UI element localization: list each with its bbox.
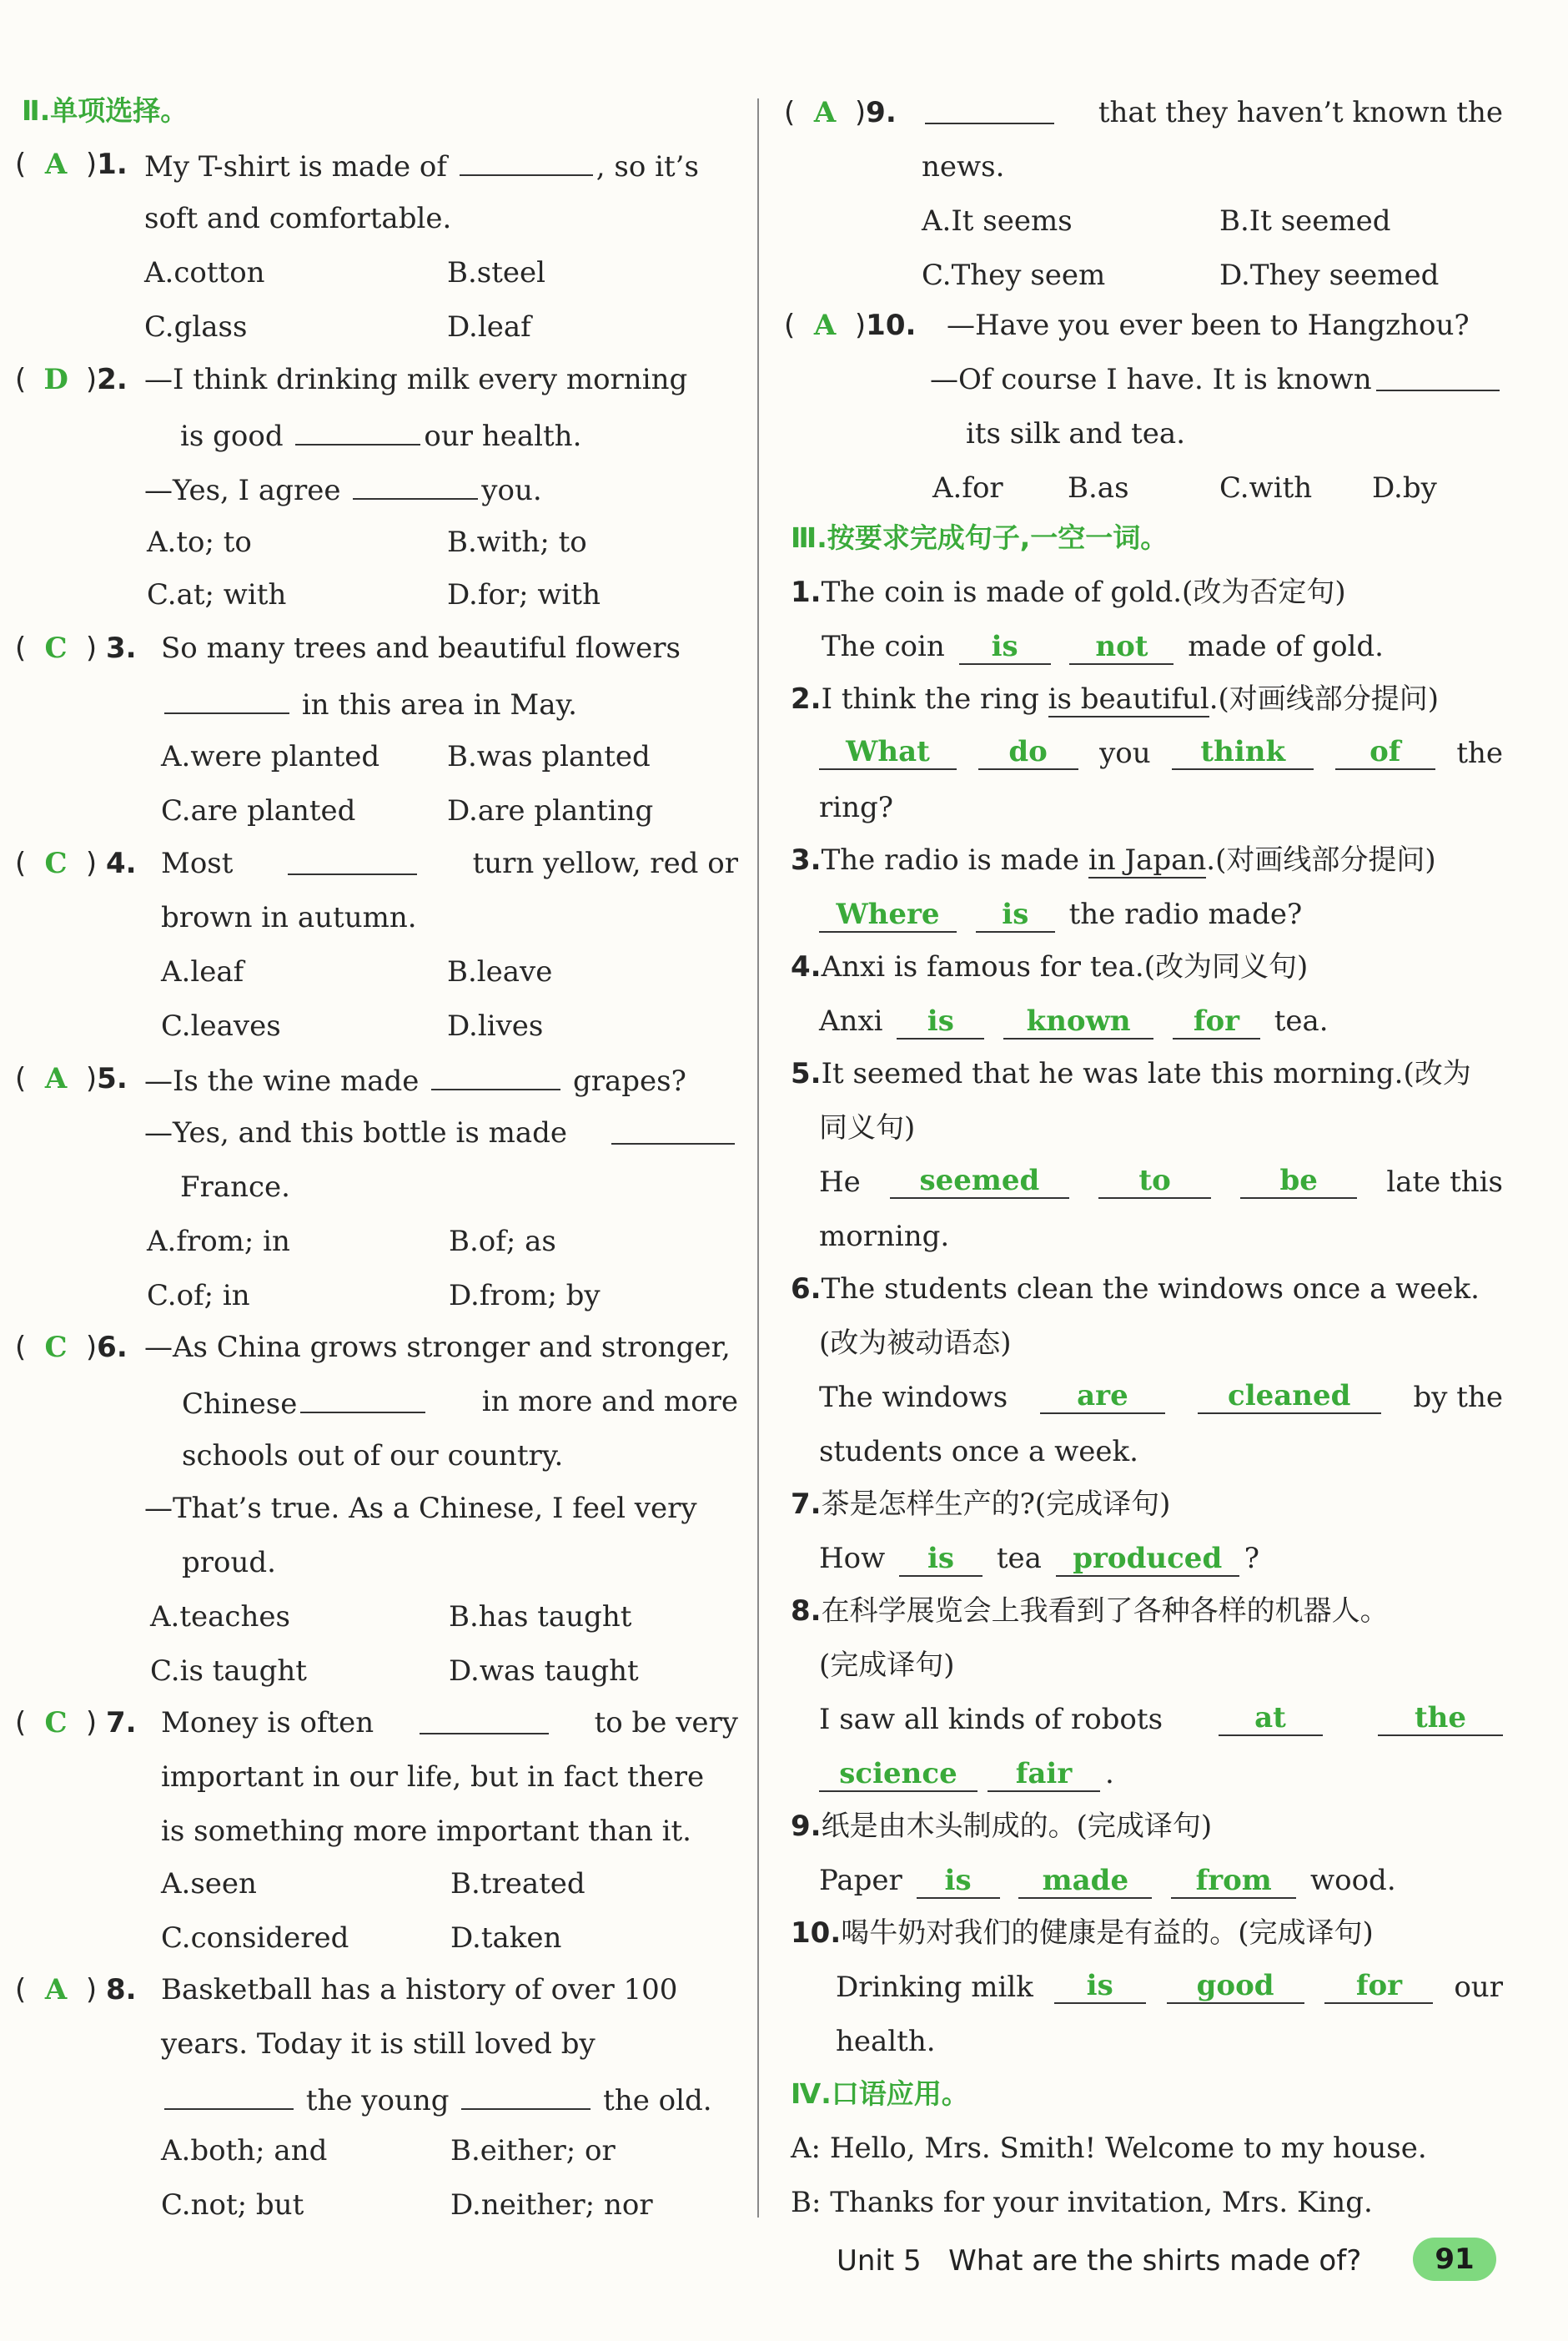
q8-line1: Basketball has a history of over 100 (161, 1973, 678, 2006)
q5-option-a: A.from; in (147, 1225, 290, 1258)
q2-line2: is good our health. (180, 417, 581, 453)
q1-text: My T-shirt is made of , so it’s (144, 148, 699, 184)
s3-item5-answer-line: He seemed to be late this (819, 1164, 1503, 1199)
q10-line1: —Have you ever been to Hangzhou? (947, 309, 1470, 342)
s3-item3-answer-line: Where is the radio made? (819, 898, 1302, 933)
q4-option-a: A.leaf (161, 955, 244, 989)
q6-answer-box: ( C )6. (15, 1331, 128, 1364)
q3-answer-box: ( C ) 3. (15, 632, 137, 665)
q3-option-a: A.were planted (161, 740, 380, 773)
q6-num: 6. (97, 1331, 128, 1364)
page-number: 91 (1413, 2238, 1496, 2281)
q6-option-a: A.teaches (150, 1600, 290, 1634)
q5-option-c: C.of; in (147, 1279, 250, 1312)
q5-num: 5. (97, 1062, 128, 1095)
s3-item9-prompt: 9.纸是由木头制成的。(完成译句) (791, 1810, 1213, 1843)
q9-option-a: A.It seems (922, 204, 1073, 238)
q5-option-d: D.from; by (449, 1279, 601, 1312)
q9-option-c: C.They seem (922, 259, 1106, 292)
q8-option-d: D.neither; nor (450, 2188, 653, 2222)
section-2-title: Ⅱ.单项选择。 (22, 94, 188, 127)
q8-answer: A (44, 1973, 68, 2006)
s3-item6-prompt: 6.The students clean the windows once a week. (791, 1272, 1480, 1306)
s3-item10-answer-line: Drinking milk is good for our (836, 1969, 1503, 2004)
q2-answer: D (43, 363, 68, 396)
q7-line2: important in our life, but in fact there (161, 1760, 705, 1794)
q7-option-d: D.taken (450, 1921, 562, 1955)
s3-item8-answer-line-2: science fair . (819, 1757, 1114, 1792)
q4-num: 4. (105, 847, 137, 880)
q7-option-b: B.treated (450, 1867, 585, 1900)
q6-option-b: B.has taught (449, 1600, 632, 1634)
q3-option-b: B.was planted (447, 740, 651, 773)
s3-item2-answer-line: What do you think of the (819, 737, 1503, 770)
q7-num: 7. (105, 1706, 137, 1739)
q4-line1: Most turn yellow, red or (161, 847, 738, 880)
q7-option-c: C.considered (161, 1921, 349, 1955)
q8-answer-box: ( A ) 8. (15, 1973, 137, 2006)
q4-option-b: B.leave (447, 955, 553, 989)
s3-item4-answer-line: Anxi is known for tea. (819, 1004, 1329, 1038)
q1-option-b: B.steel (447, 256, 546, 289)
s3-item10-prompt: 10.喝牛奶对我们的健康是有益的。(完成译句) (791, 1916, 1374, 1950)
s3-item1-answer-line: The coin is not made of gold. (822, 630, 1384, 663)
footer-title: What are the shirts made of? (948, 2244, 1362, 2278)
q10-option-c: C.with (1219, 471, 1313, 505)
s3-item1-prompt: 1.The coin is made of gold.(改为否定句) (791, 576, 1346, 609)
q7-line1: Money is often to be very (161, 1706, 738, 1739)
q9-option-b: B.It seemed (1219, 204, 1391, 238)
q10-option-a: A.for (932, 471, 1003, 505)
q10-option-b: B.as (1068, 471, 1129, 505)
section-4-title: Ⅳ.口语应用。 (791, 2077, 969, 2110)
s3-item3-prompt: 3.The radio is made in Japan.(对画线部分提问) (791, 843, 1436, 877)
q1-option-a: A.cotton (144, 256, 265, 289)
q10-option-d: D.by (1372, 471, 1437, 505)
q4-option-c: C.leaves (161, 1009, 281, 1043)
s3-item9-answer-line: Paper is made from wood. (819, 1864, 1396, 1897)
q3-option-d: D.are planting (447, 794, 654, 828)
q1-answer: A (44, 148, 68, 181)
q2-line3: —Yes, I agree you. (144, 471, 542, 507)
q2-option-b: B.with; to (447, 526, 587, 559)
q9-option-d: D.They seemed (1219, 259, 1440, 292)
q6-line5: proud. (182, 1546, 276, 1579)
q9-line1: that they haven’t known the (922, 96, 1503, 129)
q1-option-d: D.leaf (447, 310, 531, 344)
q4-option-d: D.lives (447, 1009, 544, 1043)
q9-answer: A (813, 96, 837, 129)
s3-item6-continuation: students once a week. (819, 1435, 1138, 1468)
s3-item8-prompt-2: (完成译句) (819, 1649, 955, 1682)
footer (837, 2244, 1361, 2278)
q3-line1: So many trees and beautiful flowers (161, 632, 681, 665)
s3-item2-continuation: ring? (819, 791, 894, 824)
q2-option-a: A.to; to (147, 526, 252, 559)
s3-item7-answer-line: How is tea produced ? (819, 1542, 1259, 1575)
s3-item5-prompt-2: 同义句) (819, 1111, 916, 1145)
q5-option-b: B.of; as (449, 1225, 556, 1258)
q3-line2: in this area in May. (161, 686, 577, 722)
q1-line2: soft and comfortable. (144, 202, 452, 235)
q6-line4: —That’s true. As a Chinese, I feel very (144, 1492, 697, 1525)
q3-num: 3. (105, 632, 137, 665)
column-divider (757, 98, 759, 2218)
q4-line2: brown in autumn. (161, 901, 417, 934)
q8-option-a: A.both; and (161, 2134, 328, 2167)
q3-answer: C (44, 632, 68, 665)
q6-line1: —As China grows stronger and stronger, (144, 1331, 731, 1364)
dialogue-line-a: A: Hello, Mrs. Smith! Welcome to my house. (791, 2132, 1427, 2165)
q5-line1: —Is the wine made grapes? (144, 1062, 686, 1098)
q4-answer-box: ( C ) 4. (15, 847, 137, 880)
q9-line2: news. (922, 150, 1005, 184)
q8-line2: years. Today it is still loved by (161, 2027, 596, 2061)
q5-answer-box: ( A )5. (15, 1062, 128, 1095)
q8-option-c: C.not; but (161, 2188, 304, 2222)
q5-line2: —Yes, and this bottle is made (144, 1116, 738, 1150)
q1-answer-box: ( A )1. (15, 148, 128, 181)
q8-option-b: B.either; or (450, 2134, 616, 2167)
q2-answer-box: ( D )2. (15, 363, 128, 396)
q6-line3: schools out of our country. (182, 1439, 564, 1473)
q8-line3: the young the old. (161, 2082, 712, 2117)
s3-item10-continuation: health. (836, 2025, 936, 2058)
dialogue-line-b: B: Thanks for your invitation, Mrs. King. (791, 2186, 1373, 2219)
s3-item4-prompt: 4.Anxi is famous for tea.(改为同义句) (791, 950, 1309, 984)
s3-item6-answer-line: The windows are cleaned by the (819, 1379, 1503, 1414)
q1-blank (460, 148, 593, 176)
q4-answer: C (44, 847, 68, 880)
q5-answer: A (44, 1062, 68, 1095)
q8-num: 8. (105, 1973, 137, 2006)
q6-line2: Chinese in more and more (182, 1385, 738, 1421)
q6-answer: C (44, 1331, 68, 1364)
q10-line3: its silk and tea. (966, 417, 1186, 451)
q7-line3: is something more important than it. (161, 1815, 691, 1848)
q7-option-a: A.seen (161, 1867, 257, 1900)
s3-item6-prompt-2: (改为被动语态) (819, 1327, 1012, 1360)
q10-answer-box: ( A )10. (784, 309, 917, 342)
q10-num: 10. (866, 309, 917, 342)
q2-option-c: C.at; with (147, 578, 287, 612)
q10-answer: A (813, 309, 837, 342)
q3-option-c: C.are planted (161, 794, 356, 828)
section-3-title: Ⅲ.按要求完成句子,一空一词。 (791, 521, 1168, 554)
s3-item5-continuation: morning. (819, 1220, 950, 1253)
footer-unit: Unit 5 (837, 2244, 922, 2278)
s3-item8-answer-line: I saw all kinds of robots at the (819, 1703, 1503, 1736)
s3-item7-prompt: 7.茶是怎样生产的?(完成译句) (791, 1488, 1171, 1521)
q2-num: 2. (97, 363, 128, 396)
q2-option-d: D.for; with (447, 578, 601, 612)
q1-option-c: C.glass (144, 310, 248, 344)
q6-option-d: D.was taught (449, 1654, 639, 1688)
s3-item5-prompt: 5.It seemed that he was late this morning.(改为 (791, 1057, 1471, 1090)
q9-answer-box: ( A )9. (784, 96, 897, 129)
q7-answer-box: ( C ) 7. (15, 1706, 137, 1739)
q1-num: 1. (97, 148, 128, 181)
q9-num: 9. (866, 96, 897, 129)
q10-line2: —Of course I have. It is known (930, 363, 1503, 396)
s3-item2-prompt: 2.I think the ring is beautiful.(对画线部分提问) (791, 682, 1440, 716)
q5-line3: France. (180, 1170, 290, 1204)
s3-item8-prompt: 8.在科学展览会上我看到了各种各样的机器人。 (791, 1594, 1389, 1628)
q7-answer: C (44, 1706, 68, 1739)
q2-line1: —I think drinking milk every morning (144, 363, 688, 396)
q6-option-c: C.is taught (150, 1654, 307, 1688)
